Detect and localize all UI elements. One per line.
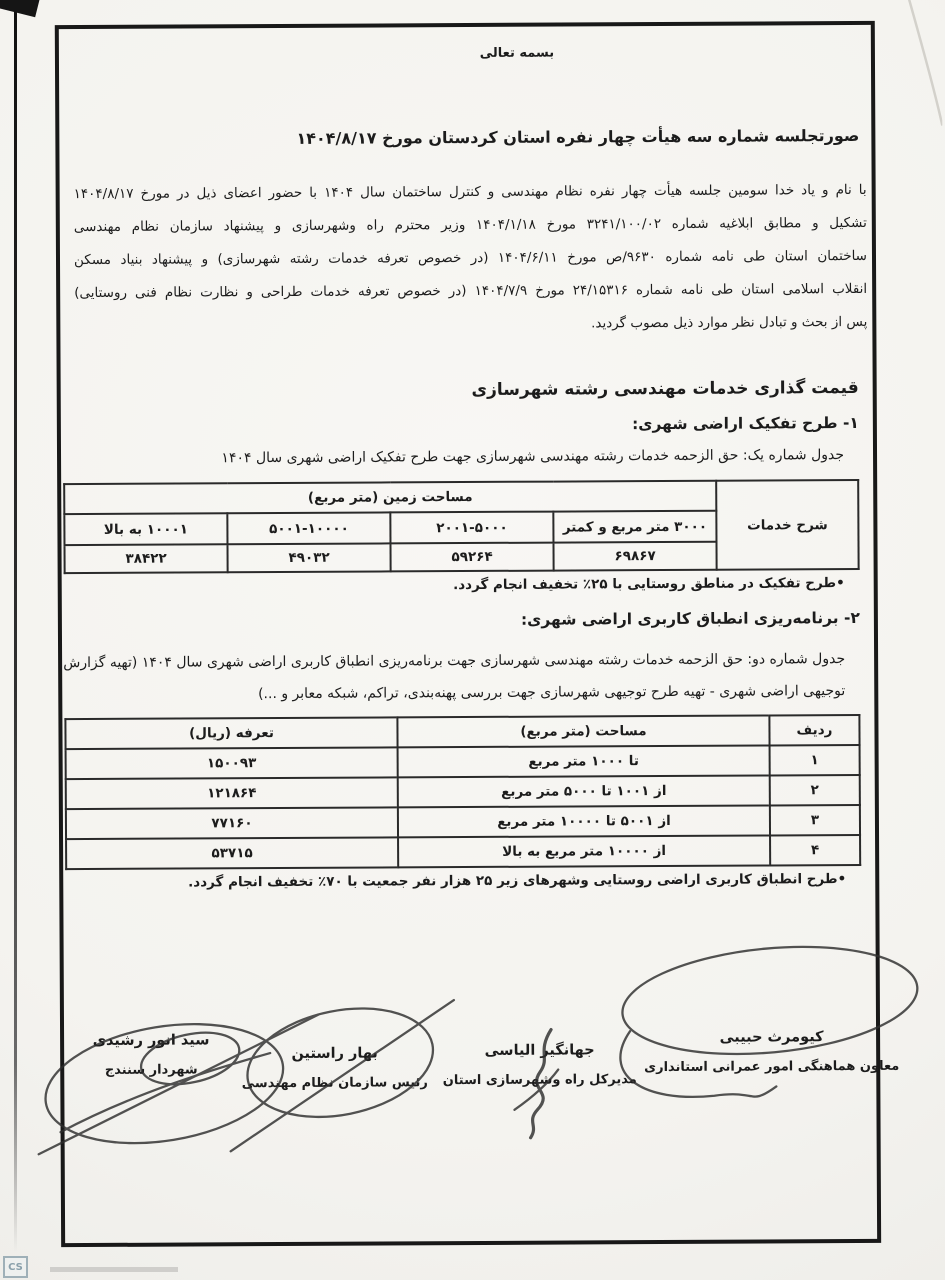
scan-edge-shadow [14, 0, 17, 1252]
table-one-col-header: ۵۰۰۱-۱۰۰۰۰ [227, 512, 390, 544]
table-one-value: ۳۸۴۲۲ [64, 544, 227, 573]
signatory-title: معاون هماهنگی امور عمرانی استانداری [644, 1058, 900, 1076]
intro-line: انقلاب اسلامی استان طی نامه شماره ۲۴/۱۵۳۱۶ مورخ ۱۴۰۴/۷/۹ (در خصوص تعرفه خدمات طراحی و نظارت نظام فنی روستایی) [74, 280, 868, 302]
signatory-title: مدیرکل راه وشهرسازی استان [442, 1072, 637, 1089]
signature-block-habibi [624, 1022, 919, 1084]
table-one-caption: جدول شماره یک: حق الزحمه خدمات رشته مهندسی شهرسازی جهت طرح تفکیک اراضی شهری سال ۱۴۰۴ [221, 447, 845, 467]
intro-line: پس از بحث و تبادل نظر موارد ذیل مصوب گردید. [591, 313, 868, 332]
table-one-value: ۴۹۰۳۲ [228, 543, 391, 572]
signature-block-elyasi [422, 1035, 657, 1096]
table-row [66, 805, 860, 839]
signatory-title: رئیس سازمان نظام مهندسی [241, 1075, 428, 1092]
row-area: از ۱۰۰۰۰ متر مربع به بالا [398, 835, 770, 867]
signature-block-rashidi [52, 1025, 250, 1086]
subdivision-discount-note: •طرح تفکیک در مناطق روستایی با ۲۵٪ تخفیف انجام گردد. [453, 575, 845, 594]
table-two-caption-line: توجیهی اراضی شهری - تهیه طرح توجیهی شهرسازی جهت بررسی پهنه‌بندی، تراکم، شبکه معابر و ...) [258, 683, 846, 703]
signature-block-rastin [227, 1038, 442, 1099]
landuse-discount-note: •طرح انطباق کاربری اراضی روستایی وشهرهای زیر ۲۵ هزار نفر جمعیت با ۷۰٪ تخفیف انجام گردد. [188, 871, 847, 891]
besmellah-header: بسمه تعالی [479, 45, 555, 61]
table-row [66, 745, 860, 779]
table-row [66, 835, 860, 869]
table-one-value: ۵۹۲۶۴ [391, 543, 554, 572]
intro-line: ساختمان استان طی نامه شماره ۹۶۳۰/ص مورخ ۱۴۰۴/۶/۱۱ (در خصوص تعرفه خدمات رشته شهرسازی) و پیشنهاد بنیاد مسکن [73, 247, 868, 269]
table-one-value: ۶۹۸۶۷ [554, 542, 717, 571]
signatory-name: سید انور رشیدی [92, 1032, 210, 1049]
landuse-fee-table [64, 714, 861, 870]
table-one-col-header: ۳۰۰۰ متر مربع و کمتر [553, 511, 716, 543]
signatory-name: بهار راستین [291, 1045, 378, 1062]
row-number: ۲ [770, 775, 860, 805]
table-two-caption [63, 643, 845, 711]
row-area: تا ۱۰۰۰ متر مربع [398, 745, 770, 777]
row-tariff: ۷۷۱۶۰ [66, 807, 398, 839]
row-area: از ۱۰۰۱ تا ۵۰۰۰ متر مربع [398, 775, 770, 807]
row-number: ۳ [770, 805, 860, 835]
table-two-header-tariff: تعرفه (ریال) [65, 717, 397, 749]
pricing-section-heading: قیمت گذاری خدمات مهندسی رشته شهرسازی [471, 377, 859, 401]
table-one-area-header: مساحت زمین (متر مربع) [64, 481, 716, 514]
table-one-services-header: شرح خدمات [716, 480, 858, 570]
scanner-watermark: CS [3, 1256, 28, 1278]
row-tariff: ۵۳۷۱۵ [66, 837, 398, 869]
table-two-header-row-number: ردیف [769, 715, 859, 745]
row-tariff: ۱۲۱۸۶۴ [66, 777, 398, 809]
table-row [66, 775, 860, 809]
subdivision-fee-table [63, 479, 860, 574]
signatory-name: جهانگیر الیاسی [484, 1042, 595, 1059]
row-tariff: ۱۵۰۰۹۳ [66, 747, 398, 779]
document-title: صورتجلسه شماره سه هیأت چهار نفره استان کردستان مورخ ۱۴۰۴/۸/۱۷ [296, 125, 860, 148]
row-number: ۱ [770, 745, 860, 775]
intro-line: تشکیل و مطابق ابلاغیه شماره ۳۲۴۱/۱۰۰/۰۲ مورخ ۱۴۰۴/۱/۱۸ وزیر محترم راه وشهرسازی و پیشنهاد سازمان نظام مهندسی [73, 214, 867, 236]
table-two-header-area: مساحت (متر مربع) [397, 715, 769, 747]
row-area: از ۵۰۰۱ تا ۱۰۰۰۰ متر مربع [398, 805, 770, 837]
subdivision-subheading: ۱- طرح تفکیک اراضی شهری: [631, 413, 859, 434]
signatory-name: کیومرث حبیبی [719, 1029, 824, 1046]
paper-crease [909, 0, 943, 126]
scanner-watermark-bar [50, 1267, 178, 1272]
table-two-caption-line: جدول شماره دو: حق الزحمه خدمات رشته مهندسی شهرسازی جهت برنامه‌ریزی انطباق کاربری اراضی شهری سال ۱۴۰۴ (تهیه گزارش [63, 651, 846, 672]
signatory-title: شهردار سنندج [104, 1062, 198, 1078]
table-one-col-header: ۱۰۰۰۱ به بالا [64, 513, 227, 545]
row-number: ۴ [770, 835, 860, 865]
table-one-col-header: ۲۰۰۱-۵۰۰۰ [390, 512, 553, 544]
intro-paragraph [74, 174, 868, 343]
landuse-subheading: ۲- برنامه‌ریزی انطباق کاربری اراضی شهری: [520, 608, 860, 629]
intro-line: با نام و یاد خدا سومین جلسه هیأت چهار نفره نظام مهندسی و کنترل ساختمان سال ۱۴۰۴ با حضور اعضای ذیل در مورخ ۱۴۰۴/۸/۱۷ [73, 181, 867, 203]
